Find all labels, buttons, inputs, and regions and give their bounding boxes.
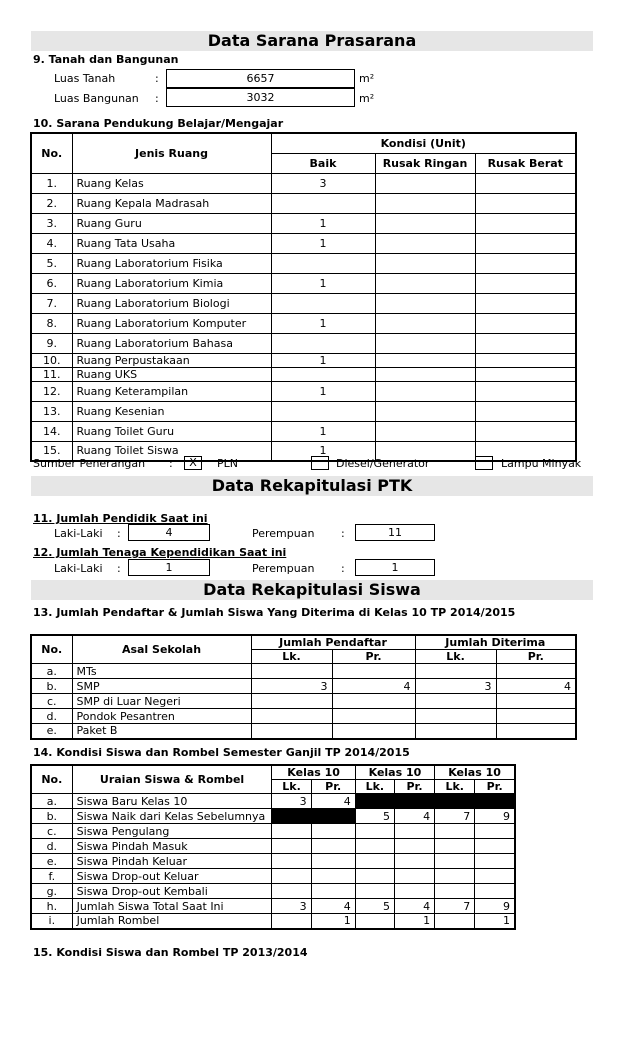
kelas10-pr-value[interactable]: [311, 839, 355, 854]
row-no: c.: [31, 824, 72, 839]
uraian-name: Siswa Drop-out Keluar: [72, 869, 272, 884]
room-name: Ruang Kepala Madrasah: [72, 193, 271, 213]
room-name: Ruang Kesenian: [72, 401, 271, 421]
row-no: 12.: [31, 381, 72, 401]
uraian-name: Siswa Naik dari Kelas Sebelumnya: [72, 809, 272, 824]
rusak-ringan-value[interactable]: [375, 401, 475, 421]
section-title-siswa: Data Rekapitulasi Siswa: [31, 580, 593, 600]
room-name: Ruang Laboratorium Biologi: [72, 293, 271, 313]
head-pr: Pr.: [475, 780, 515, 794]
kelas10-pr-value[interactable]: 1: [394, 914, 434, 929]
rusak-ringan-value[interactable]: [375, 173, 475, 193]
rusak-berat-value[interactable]: [475, 193, 576, 213]
room-name: Ruang Kelas: [72, 173, 271, 193]
kelas10-lk-value[interactable]: [435, 869, 475, 884]
head-uraian: Uraian Siswa & Rombel: [72, 765, 272, 794]
rusak-berat-value[interactable]: [475, 173, 576, 193]
kelas10-pr-value[interactable]: [311, 824, 355, 839]
table-row: [31, 353, 576, 367]
diesel-label: Diesel/Generator: [336, 457, 430, 470]
room-name: Ruang Laboratorium Bahasa: [72, 333, 271, 353]
kelas10-pr-value[interactable]: 1: [475, 914, 515, 929]
s9-title: 9. Tanah dan Bangunan: [33, 53, 179, 66]
row-no: g.: [31, 884, 72, 899]
row-no: d.: [31, 709, 72, 724]
pln-checkbox[interactable]: X: [184, 456, 202, 470]
kelas10-pr-value[interactable]: [394, 824, 434, 839]
uraian-name: Siswa Pengulang: [72, 824, 272, 839]
luas-bangunan-value: 3032: [166, 88, 355, 107]
row-no: e.: [31, 724, 72, 739]
row-no: c.: [31, 694, 72, 709]
disabled-cell: [475, 794, 515, 809]
head-no: No.: [31, 765, 72, 794]
pendaftar-lk-value[interactable]: [251, 709, 332, 724]
s12-title-text: 12. Jumlah Tenaga Kependidikan Saat ini: [33, 546, 287, 559]
kelas10-pr-value[interactable]: [394, 854, 434, 869]
diterima-lk-value[interactable]: [415, 694, 496, 709]
kelas10-lk-value[interactable]: [355, 854, 394, 869]
uraian-name: Siswa Drop-out Kembali: [72, 884, 272, 899]
kelas10-lk-value[interactable]: 3: [272, 794, 311, 809]
s15-title: 15. Kondisi Siswa dan Rombel TP 2013/2014: [33, 946, 308, 959]
kelas10-lk-value[interactable]: [355, 869, 394, 884]
pendidik-laki-value: 4: [128, 524, 210, 541]
rusak-ringan-value[interactable]: [375, 293, 475, 313]
rusak-berat-value[interactable]: [475, 421, 576, 441]
rusak-ringan-value[interactable]: [375, 253, 475, 273]
kelas10-lk-value[interactable]: [272, 884, 311, 899]
rusak-ringan-value[interactable]: [375, 367, 475, 381]
pendaftar-lk-value[interactable]: [251, 664, 332, 679]
pendidik-perempuan-value: 11: [355, 524, 435, 541]
head-rusak-berat: Rusak Berat: [475, 153, 576, 173]
asal-sekolah-name: Pondok Pesantren: [72, 709, 251, 724]
row-no: 11.: [31, 367, 72, 381]
row-no: 10.: [31, 353, 72, 367]
asal-sekolah-name: Paket B: [72, 724, 251, 739]
kelas10-lk-value[interactable]: [355, 839, 394, 854]
head-lk: Lk.: [415, 650, 496, 664]
table-row: [31, 233, 576, 253]
head-lk: Lk.: [272, 780, 311, 794]
kelas10-pr-value[interactable]: [475, 839, 515, 854]
rusak-ringan-value[interactable]: [375, 381, 475, 401]
room-name: Ruang Toilet Siswa: [72, 441, 271, 461]
colon: :: [169, 457, 173, 470]
table-row: [31, 333, 576, 353]
pendaftar-lk-value[interactable]: 3: [251, 679, 332, 694]
room-name: Ruang Laboratorium Fisika: [72, 253, 271, 273]
rusak-berat-value[interactable]: [475, 401, 576, 421]
table-row: [31, 824, 515, 839]
row-no: a.: [31, 794, 72, 809]
rusak-berat-value[interactable]: [475, 253, 576, 273]
head-no: No.: [31, 133, 72, 173]
kelas10-pr-value[interactable]: 9: [475, 809, 515, 824]
pendaftar-pr-value[interactable]: [332, 724, 415, 739]
disabled-cell: [311, 809, 355, 824]
pendaftar-pr-value[interactable]: [332, 694, 415, 709]
disabled-cell: [272, 809, 311, 824]
pendaftar-pr-value[interactable]: 4: [332, 679, 415, 694]
kelas10-pr-value[interactable]: 1: [311, 914, 355, 929]
kelas10-pr-value[interactable]: [394, 869, 434, 884]
baik-value[interactable]: 3: [271, 173, 375, 193]
table-row: [31, 854, 515, 869]
asal-sekolah-name: MTs: [72, 664, 251, 679]
baik-value[interactable]: 1: [271, 213, 375, 233]
table-row: [31, 869, 515, 884]
kelas10-pr-value[interactable]: 4: [311, 899, 355, 914]
pendaftar-lk-value[interactable]: [251, 694, 332, 709]
head-kelas-10: Kelas 10: [435, 765, 515, 780]
head-pr: Pr.: [311, 780, 355, 794]
baik-value[interactable]: [271, 293, 375, 313]
diterima-lk-value[interactable]: [415, 709, 496, 724]
asal-sekolah-name: SMP: [72, 679, 251, 694]
diterima-pr-value[interactable]: 4: [496, 679, 576, 694]
head-pr: Pr.: [332, 650, 415, 664]
row-no: b.: [31, 809, 72, 824]
rusak-ringan-value[interactable]: [375, 353, 475, 367]
kelas10-lk-value[interactable]: 3: [272, 899, 311, 914]
s12-title: [33, 546, 286, 559]
baik-value[interactable]: 1: [271, 381, 375, 401]
row-no: 5.: [31, 253, 72, 273]
table-row: [31, 884, 515, 899]
disabled-cell: [355, 794, 394, 809]
diterima-pr-value[interactable]: [496, 694, 576, 709]
kelas10-lk-value[interactable]: 5: [355, 809, 394, 824]
kelas10-lk-value[interactable]: [355, 884, 394, 899]
diterima-pr-value[interactable]: [496, 664, 576, 679]
head-baik: Baik: [271, 153, 375, 173]
kelas10-lk-value[interactable]: [355, 914, 394, 929]
head-lk: Lk.: [435, 780, 475, 794]
kelas10-pr-value[interactable]: 4: [394, 899, 434, 914]
lampu-label: Lampu Minyak: [501, 457, 582, 470]
baik-value[interactable]: [271, 193, 375, 213]
table-row: [31, 679, 576, 694]
head-pr: Pr.: [496, 650, 576, 664]
rusak-ringan-value[interactable]: [375, 213, 475, 233]
lampu-checkbox[interactable]: [475, 456, 493, 470]
row-no: h.: [31, 899, 72, 914]
pln-label: PLN: [217, 457, 238, 470]
room-name: Ruang Guru: [72, 213, 271, 233]
head-kondisi: Kondisi (Unit): [271, 133, 576, 153]
kelas10-lk-value[interactable]: 5: [355, 899, 394, 914]
row-no: b.: [31, 679, 72, 694]
colon: :: [341, 562, 345, 575]
unit-m2: m²: [359, 72, 375, 85]
room-name: Ruang Keterampilan: [72, 381, 271, 401]
kelas10-pr-value[interactable]: [475, 824, 515, 839]
table-row: [31, 421, 576, 441]
kelas10-pr-value[interactable]: [311, 884, 355, 899]
sumber-penerangan-label: Sumber Penerangan: [33, 457, 146, 470]
perempuan-label: Perempuan: [252, 562, 315, 575]
table-row: [31, 367, 576, 381]
row-no: 4.: [31, 233, 72, 253]
laki-label: Laki-Laki: [54, 562, 103, 575]
row-no: 13.: [31, 401, 72, 421]
table-row: [31, 401, 576, 421]
table-row: [31, 899, 515, 914]
baik-value[interactable]: 1: [271, 313, 375, 333]
rusak-berat-value[interactable]: [475, 333, 576, 353]
uraian-name: Siswa Baru Kelas 10: [72, 794, 272, 809]
colon: :: [117, 527, 121, 540]
baik-value[interactable]: 1: [271, 421, 375, 441]
head-jumlah-pendaftar: Jumlah Pendaftar: [251, 635, 415, 650]
baik-value[interactable]: 1: [271, 273, 375, 293]
colon: :: [155, 72, 159, 85]
disabled-cell: [435, 794, 475, 809]
head-lk: Lk.: [355, 780, 394, 794]
laki-label: Laki-Laki: [54, 527, 103, 540]
head-kelas-10: Kelas 10: [272, 765, 355, 780]
rusak-berat-value[interactable]: [475, 381, 576, 401]
row-no: 15.: [31, 441, 72, 461]
kelas10-lk-value[interactable]: 7: [435, 899, 475, 914]
kelas10-pr-value[interactable]: [394, 839, 434, 854]
kelas10-lk-value[interactable]: [355, 824, 394, 839]
kelas10-pr-value[interactable]: [311, 869, 355, 884]
perempuan-label: Perempuan: [252, 527, 315, 540]
row-no: d.: [31, 839, 72, 854]
table-row: [31, 273, 576, 293]
head-no: No.: [31, 635, 72, 664]
sarana-table: [30, 132, 577, 462]
uraian-name: Jumlah Rombel: [72, 914, 272, 929]
colon: :: [117, 562, 121, 575]
luas-bangunan-label: Luas Bangunan: [54, 92, 139, 105]
table-row: [31, 914, 515, 929]
luas-tanah-value: 6657: [166, 69, 355, 88]
kelas10-lk-value[interactable]: [272, 839, 311, 854]
kelas10-lk-value[interactable]: 7: [435, 809, 475, 824]
row-no: 7.: [31, 293, 72, 313]
kelas10-lk-value[interactable]: [435, 854, 475, 869]
diesel-checkbox[interactable]: [311, 456, 329, 470]
kelas10-pr-value[interactable]: [394, 884, 434, 899]
tendik-laki-value: 1: [128, 559, 210, 576]
uraian-name: Jumlah Siswa Total Saat Ini: [72, 899, 272, 914]
baik-value[interactable]: [271, 401, 375, 421]
table-row: [31, 709, 576, 724]
room-name: Ruang Tata Usaha: [72, 233, 271, 253]
head-rusak-ringan: Rusak Ringan: [375, 153, 475, 173]
rusak-ringan-value[interactable]: [375, 313, 475, 333]
table-row: [31, 313, 576, 333]
rusak-berat-value[interactable]: [475, 293, 576, 313]
tendik-perempuan-value: 1: [355, 559, 435, 576]
baik-value[interactable]: [271, 253, 375, 273]
rusak-ringan-value[interactable]: [375, 273, 475, 293]
diterima-lk-value[interactable]: [415, 664, 496, 679]
row-no: a.: [31, 664, 72, 679]
kelas10-lk-value[interactable]: [435, 884, 475, 899]
row-no: e.: [31, 854, 72, 869]
table-row: [31, 694, 576, 709]
row-no: 9.: [31, 333, 72, 353]
room-name: Ruang Laboratorium Komputer: [72, 313, 271, 333]
row-no: 6.: [31, 273, 72, 293]
s13-title: 13. Jumlah Pendaftar & Jumlah Siswa Yang Diterima di Kelas 10 TP 2014/2015: [33, 606, 516, 619]
table-row: [31, 213, 576, 233]
table-row: [31, 794, 515, 809]
table-row: [31, 173, 576, 193]
rusak-berat-value[interactable]: [475, 213, 576, 233]
kelas10-pr-value[interactable]: [475, 869, 515, 884]
kelas10-lk-value[interactable]: [272, 914, 311, 929]
kelas10-lk-value[interactable]: [435, 914, 475, 929]
pendaftar-table: [30, 634, 577, 740]
head-pr: Pr.: [394, 780, 434, 794]
table-row: [31, 293, 576, 313]
kelas10-pr-value[interactable]: [475, 884, 515, 899]
head-jenis-ruang: Jenis Ruang: [72, 133, 271, 173]
baik-value[interactable]: [271, 367, 375, 381]
asal-sekolah-name: SMP di Luar Negeri: [72, 694, 251, 709]
s11-title-text: 11. Jumlah Pendidik Saat ini: [33, 512, 208, 525]
row-no: 2.: [31, 193, 72, 213]
rusak-ringan-value[interactable]: [375, 233, 475, 253]
kelas10-pr-value[interactable]: 4: [394, 809, 434, 824]
rusak-berat-value[interactable]: [475, 273, 576, 293]
uraian-name: Siswa Pindah Masuk: [72, 839, 272, 854]
table-row: [31, 253, 576, 273]
kelas10-lk-value[interactable]: [435, 839, 475, 854]
kelas10-pr-value[interactable]: 9: [475, 899, 515, 914]
kelas10-lk-value[interactable]: [272, 854, 311, 869]
row-no: 14.: [31, 421, 72, 441]
baik-value[interactable]: 1: [271, 233, 375, 253]
row-no: i.: [31, 914, 72, 929]
luas-tanah-label: Luas Tanah: [54, 72, 116, 85]
room-name: Ruang UKS: [72, 367, 271, 381]
table-row: [31, 809, 515, 824]
rusak-berat-value[interactable]: [475, 233, 576, 253]
kelas10-lk-value[interactable]: [272, 824, 311, 839]
rusak-ringan-value[interactable]: [375, 421, 475, 441]
baik-value[interactable]: 1: [271, 353, 375, 367]
row-no: 8.: [31, 313, 72, 333]
table-row: [31, 724, 576, 739]
section-title-prasarana: Data Sarana Prasarana: [31, 31, 593, 51]
rusak-berat-value[interactable]: [475, 353, 576, 367]
diterima-pr-value[interactable]: [496, 724, 576, 739]
head-asal-sekolah: Asal Sekolah: [72, 635, 251, 664]
diterima-lk-value[interactable]: [415, 724, 496, 739]
table-row: [31, 381, 576, 401]
s10-title: 10. Sarana Pendukung Belajar/Mengajar: [33, 117, 284, 130]
pendaftar-lk-value[interactable]: [251, 724, 332, 739]
kelas10-lk-value[interactable]: [272, 869, 311, 884]
row-no: 1.: [31, 173, 72, 193]
head-lk: Lk.: [251, 650, 332, 664]
section-title-ptk: Data Rekapitulasi PTK: [31, 476, 593, 496]
disabled-cell: [394, 794, 434, 809]
baik-value[interactable]: 1: [271, 441, 375, 461]
rusak-ringan-value[interactable]: [375, 193, 475, 213]
kelas10-pr-value[interactable]: [475, 854, 515, 869]
kelas10-pr-value[interactable]: 4: [311, 794, 355, 809]
row-no: f.: [31, 869, 72, 884]
table-row: [31, 664, 576, 679]
room-name: Ruang Perpustakaan: [72, 353, 271, 367]
diterima-lk-value[interactable]: 3: [415, 679, 496, 694]
table-row: [31, 839, 515, 854]
pendaftar-pr-value[interactable]: [332, 709, 415, 724]
row-no: 3.: [31, 213, 72, 233]
room-name: Ruang Toilet Guru: [72, 421, 271, 441]
room-name: Ruang Laboratorium Kimia: [72, 273, 271, 293]
rusak-berat-value[interactable]: [475, 313, 576, 333]
kondisi-siswa-table: [30, 764, 516, 930]
table-row: [31, 193, 576, 213]
colon: :: [155, 92, 159, 105]
pendaftar-pr-value[interactable]: [332, 664, 415, 679]
s14-title: 14. Kondisi Siswa dan Rombel Semester Ganjil TP 2014/2015: [33, 746, 410, 759]
uraian-name: Siswa Pindah Keluar: [72, 854, 272, 869]
diterima-pr-value[interactable]: [496, 709, 576, 724]
head-kelas-10: Kelas 10: [355, 765, 434, 780]
baik-value[interactable]: [271, 333, 375, 353]
unit-m2: m²: [359, 92, 375, 105]
colon: :: [341, 527, 345, 540]
kelas10-lk-value[interactable]: [435, 824, 475, 839]
head-jumlah-diterima: Jumlah Diterima: [415, 635, 576, 650]
kelas10-pr-value[interactable]: [311, 854, 355, 869]
rusak-ringan-value[interactable]: [375, 333, 475, 353]
rusak-berat-value[interactable]: [475, 367, 576, 381]
